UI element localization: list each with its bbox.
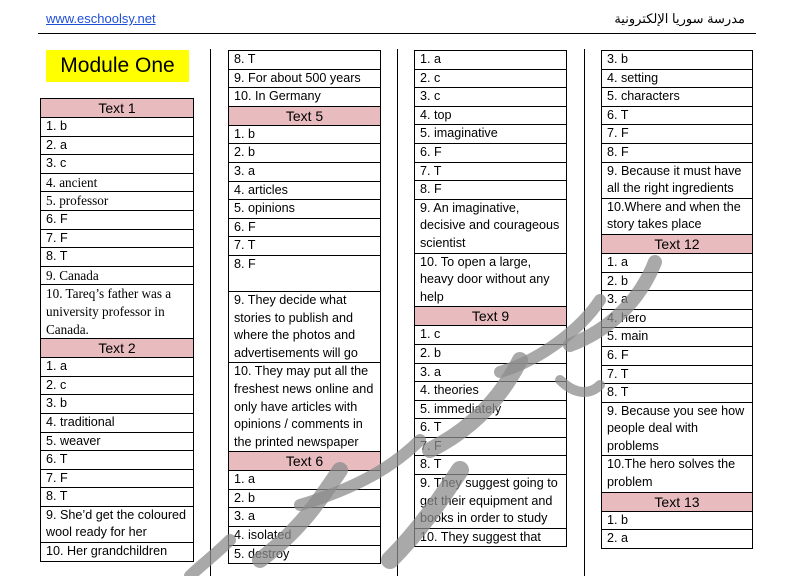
column-divider	[397, 49, 398, 576]
answer-cell: 10.Where and when the story takes place	[601, 199, 753, 235]
answer-cell: 1. a	[414, 50, 567, 70]
answer-cell: 8. F	[414, 181, 567, 200]
answer-cell: 5. destroy	[228, 546, 381, 565]
answer-cell: 7. F	[414, 438, 567, 457]
answer-cell: 1. b	[228, 126, 381, 145]
answer-cell: 1. c	[414, 326, 567, 345]
answer-cell: 9. They decide what stories to publish and where the photos and advertisements will go	[228, 292, 381, 363]
answer-cell: 10. Tareq’s father was a university professor in Canada.	[40, 285, 194, 339]
answer-cell: 1. a	[601, 254, 753, 273]
answer-cell: 6. F	[414, 144, 567, 163]
section-heading: Text 12	[601, 235, 753, 254]
answer-cell: 5. main	[601, 328, 753, 347]
answer-cell: 1. a	[40, 358, 194, 377]
answer-cell: 6. F	[40, 211, 194, 230]
answer-cell: 1. b	[601, 512, 753, 531]
answer-cell: 2. b	[601, 273, 753, 292]
answer-cell: 5. imaginative	[414, 125, 567, 144]
answer-cell: 3. a	[228, 163, 381, 182]
answer-cell: 1. b	[40, 118, 194, 137]
answer-cell: 3. a	[414, 364, 567, 383]
answer-cell: 4. articles	[228, 182, 381, 201]
answer-column-1	[40, 98, 194, 562]
answer-cell: 5. characters	[601, 88, 753, 107]
answer-cell: 8. F	[228, 256, 381, 292]
answer-cell: 9. Because it must have all the right ingredients	[601, 163, 753, 199]
school-name: مدرسة سوريا الإلكترونية	[614, 11, 745, 26]
answer-cell: 4. hero	[601, 310, 753, 329]
answer-column-2	[228, 50, 381, 564]
header-rule	[38, 33, 756, 34]
answer-cell: 6. F	[601, 347, 753, 366]
answer-cell: 2. c	[414, 70, 567, 89]
answer-cell: 8. T	[414, 456, 567, 475]
answer-cell: 2. b	[414, 345, 567, 364]
site-link[interactable]: www.eschoolsy.net	[46, 11, 156, 26]
answer-cell: 6. T	[601, 107, 753, 126]
answer-cell: 4. traditional	[40, 414, 194, 433]
answer-cell: 5. immediately	[414, 401, 567, 420]
section-heading: Text 5	[228, 107, 381, 126]
answer-cell: 7. T	[228, 237, 381, 256]
answer-cell: 9. They suggest going to get their equipment and books in order to study	[414, 475, 567, 529]
answer-cell: 7. T	[414, 163, 567, 182]
answer-cell: 3. c	[40, 155, 194, 174]
answer-cell: 5. weaver	[40, 433, 194, 452]
answer-cell: 4. ancient	[40, 174, 194, 193]
answer-cell: 7. F	[40, 470, 194, 489]
answer-column-4	[601, 50, 753, 549]
answer-cell: 8. T	[601, 384, 753, 403]
answer-cell: 2. c	[40, 377, 194, 396]
answer-column-3	[414, 50, 567, 547]
answer-cell: 4. setting	[601, 70, 753, 89]
answer-cell: 9. For about 500 years	[228, 70, 381, 89]
answer-cell: 7. F	[601, 125, 753, 144]
module-title: Module One	[46, 50, 189, 82]
answer-cell: 4. top	[414, 107, 567, 126]
answer-cell: 9. Because you see how people deal with problems	[601, 403, 753, 457]
answer-cell: 4. isolated	[228, 527, 381, 546]
answer-cell: 10. In Germany	[228, 88, 381, 107]
answer-cell: 8. T	[40, 248, 194, 267]
section-heading: Text 6	[228, 452, 381, 471]
answer-cell: 8. T	[228, 50, 381, 70]
answer-cell: 5. opinions	[228, 200, 381, 219]
section-heading: Text 9	[414, 307, 567, 326]
answer-cell: 3. a	[228, 508, 381, 527]
answer-cell: 8. F	[601, 144, 753, 163]
answer-cell: 2. b	[228, 490, 381, 509]
answer-cell: 10. To open a large, heavy door without any help	[414, 254, 567, 308]
answer-cell: 4. theories	[414, 382, 567, 401]
section-heading: Text 1	[40, 98, 194, 118]
answer-cell: 9. Canada	[40, 267, 194, 286]
answer-cell: 7. F	[40, 230, 194, 249]
answer-cell: 3. c	[414, 88, 567, 107]
answer-cell: 9. She’d get the coloured wool ready for her	[40, 507, 194, 543]
answer-cell: 10.The hero solves the problem	[601, 456, 753, 492]
answer-cell: 7. T	[601, 366, 753, 385]
column-divider	[210, 49, 211, 576]
answer-cell: 10. They may put all the freshest news online and only have articles with opinions / comments in the printed newspaper	[228, 363, 381, 452]
answer-cell: 6. T	[414, 419, 567, 438]
answer-cell: 3. b	[601, 50, 753, 70]
answer-cell: 10. Her grandchildren	[40, 543, 194, 562]
answer-cell: 3. b	[40, 395, 194, 414]
answer-cell: 10. They suggest that	[414, 529, 567, 548]
answer-cell: 8. T	[40, 488, 194, 507]
column-divider	[584, 49, 585, 576]
answer-cell: 5. professor	[40, 192, 194, 211]
answer-cell: 2. b	[228, 144, 381, 163]
answer-cell: 1. a	[228, 471, 381, 490]
section-heading: Text 2	[40, 339, 194, 358]
answer-cell: 9. An imaginative, decisive and courageous scientist	[414, 200, 567, 254]
answer-cell: 3. a	[601, 291, 753, 310]
section-heading: Text 13	[601, 493, 753, 512]
answer-cell: 2. a	[40, 137, 194, 156]
answer-cell: 6. T	[40, 451, 194, 470]
answer-cell: 6. F	[228, 219, 381, 238]
answer-cell: 2. a	[601, 530, 753, 549]
